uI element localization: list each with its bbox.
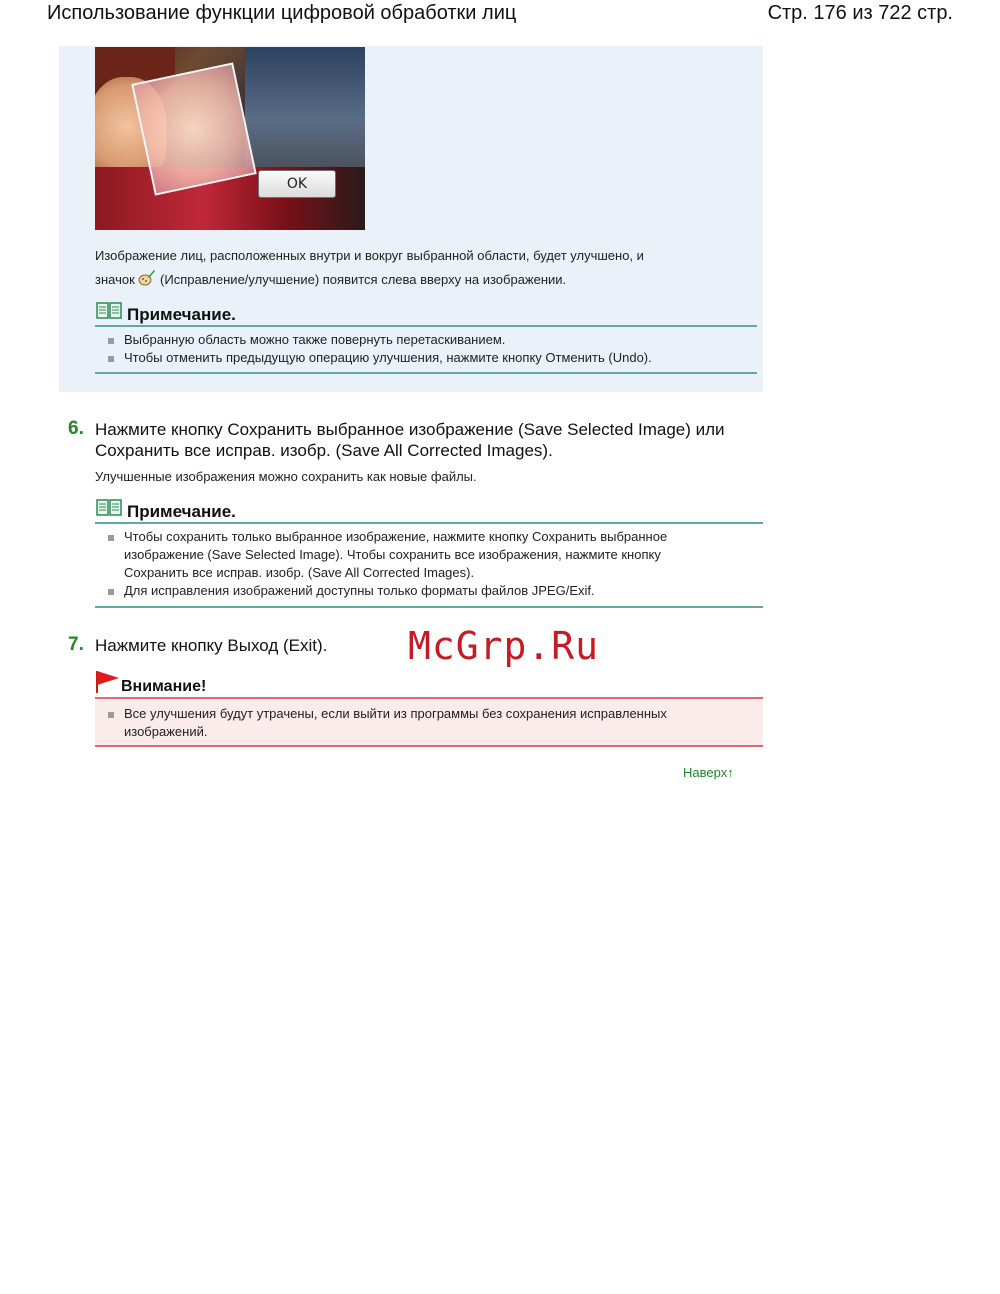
note-2-item-2-text: Для исправления изображений доступны только форматы файлов JPEG/Exif. bbox=[124, 583, 595, 598]
step-6-description: Улучшенные изображения можно сохранить как новые файлы. bbox=[95, 469, 477, 484]
note-1-title: Примечание. bbox=[127, 305, 236, 324]
note-book-icon bbox=[96, 302, 122, 320]
selection-area bbox=[131, 62, 256, 195]
intro-line-2 bbox=[95, 268, 566, 291]
note-1-item bbox=[108, 331, 652, 349]
note-1-item-text: Чтобы отменить предыдущую операцию улучшения, нажмите кнопку Отменить (Undo). bbox=[124, 350, 652, 365]
bullet-icon bbox=[108, 338, 114, 344]
note-1-bottom-rule bbox=[95, 372, 757, 374]
note-2-title: Примечание. bbox=[127, 502, 236, 521]
note-1-list bbox=[108, 331, 652, 367]
note-2-bottom-rule bbox=[95, 606, 763, 608]
example-screenshot bbox=[95, 47, 365, 230]
bullet-icon bbox=[108, 356, 114, 362]
caution-title: Внимание! bbox=[121, 678, 207, 695]
bullet-icon bbox=[108, 712, 114, 718]
note-2-item-1-line-1: Чтобы сохранить только выбранное изображение, нажмите кнопку Сохранить выбранное bbox=[124, 529, 668, 544]
intro-line-2-end: (Исправление/улучшение) появится слева вверху на изображении. bbox=[160, 272, 567, 287]
note-book-icon bbox=[96, 499, 122, 517]
note-2-item-1-line-3: Сохранить все исправ. изобр. (Save All Corrected Images). bbox=[124, 565, 475, 580]
back-to-top-label: Наверх bbox=[683, 765, 728, 780]
caution-top-rule bbox=[95, 697, 763, 699]
note-2-item bbox=[108, 582, 667, 600]
note-1-top-rule bbox=[95, 325, 757, 327]
bullet-icon bbox=[108, 589, 114, 595]
back-to-top-link[interactable] bbox=[683, 765, 734, 780]
caution-bottom-rule bbox=[95, 745, 763, 747]
page-number: Стр. 176 из 722 стр. bbox=[767, 2, 953, 24]
page-header-title: Использование функции цифровой обработки лиц bbox=[47, 2, 517, 24]
caution-item bbox=[108, 705, 667, 741]
intro-line-1: Изображение лиц, расположенных внутри и вокруг выбранной области, будет улучшено, и bbox=[95, 248, 644, 263]
watermark: McGrp.Ru bbox=[408, 624, 600, 668]
caution-list bbox=[108, 705, 667, 741]
note-2-item bbox=[108, 528, 667, 582]
step-6-line-1: Нажмите кнопку Сохранить выбранное изображение (Save Selected Image) или bbox=[95, 420, 725, 439]
ok-button: OK bbox=[258, 170, 336, 198]
step-7-text: Нажмите кнопку Выход (Exit). bbox=[95, 636, 328, 655]
note-2-list bbox=[108, 528, 667, 600]
note-1-item bbox=[108, 349, 652, 367]
step-7-number: 7. bbox=[68, 634, 84, 655]
correct-enhance-icon bbox=[138, 268, 156, 286]
bullet-icon bbox=[108, 535, 114, 541]
caution-line-1: Все улучшения будут утрачены, если выйти из программы без сохранения исправленных bbox=[124, 706, 667, 721]
intro-line-2-start: значок bbox=[95, 272, 135, 287]
caution-flag-icon bbox=[95, 670, 121, 694]
step-6-number: 6. bbox=[68, 418, 84, 439]
step-6-line-2: Сохранить все исправ. изобр. (Save All Corrected Images). bbox=[95, 441, 553, 460]
note-1-item-text: Выбранную область можно также повернуть перетаскиванием. bbox=[124, 332, 506, 347]
up-arrow-icon: ↑ bbox=[727, 765, 734, 780]
note-2-top-rule bbox=[95, 522, 763, 524]
note-2-item-1-line-2: изображение (Save Selected Image). Чтобы сохранить все изображения, нажмите кнопку bbox=[124, 547, 661, 562]
caution-line-2: изображений. bbox=[124, 724, 208, 739]
